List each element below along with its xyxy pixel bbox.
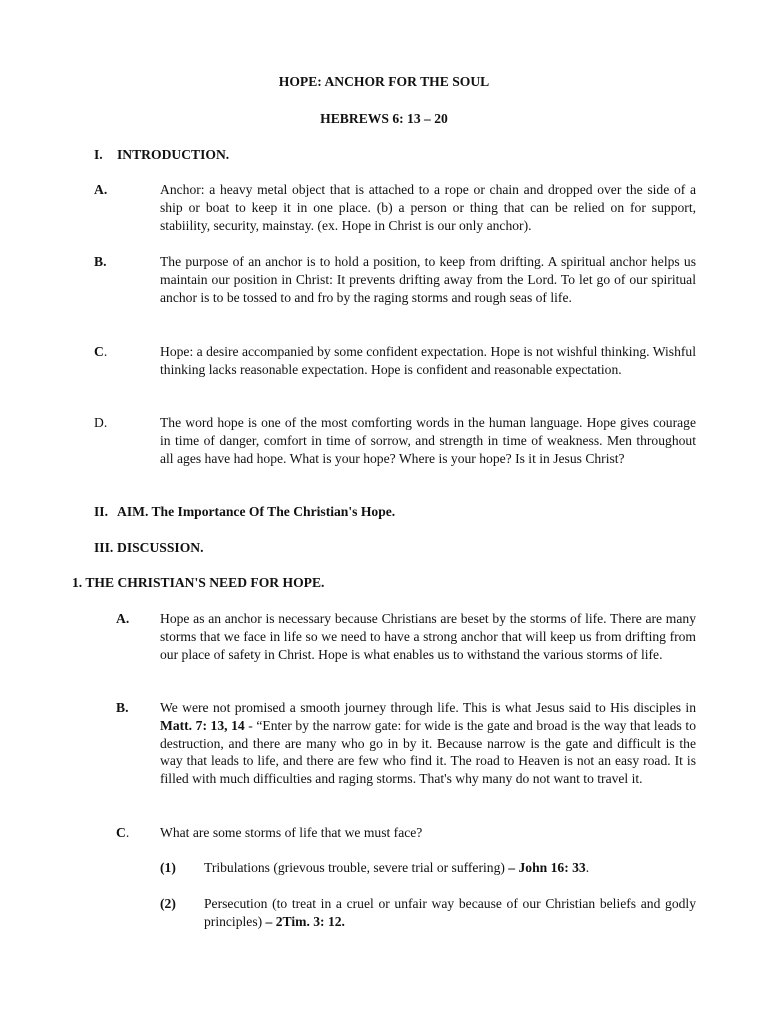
intro-b-paragraph: The purpose of an anchor is to hold a position, to keep from drifting. A spiritual anchor helps us maintain our position in Christ: It prevents drifting away from the Lord. To let go of our spiritual anchor is to be tossed to and fro by the raging storms and rough seas of life. (160, 254, 696, 305)
section-title: INTRODUCTION. (117, 147, 230, 162)
storm-1-description: Tribulations (grievous trouble, severe trial or suffering) (204, 860, 509, 875)
intro-c-dot: . (103, 344, 108, 359)
scripture-reference: Matt. 7: 13, 14 (160, 717, 245, 733)
need-a-paragraph: Hope as an anchor is necessary because Christians are beset by the storms of life. There are many storms that we face in life so we need to have a strong anchor that will keep us from drifting from our place of safety in Christ. Hope is what enables us to withstand the various storms of life. (160, 611, 696, 662)
section-title: DISCUSSION. (117, 540, 204, 555)
scripture-reference: – 2Tim. 3: 12. (265, 913, 345, 929)
intro-a-label: A. (94, 182, 108, 197)
need-b-text-before: We were not promised a smooth journey through life. This is what Jesus said to His disciples in (160, 700, 696, 715)
point-heading-need-for-hope: 1. THE CHRISTIAN'S NEED FOR HOPE. (72, 575, 325, 590)
section-number: II. (94, 504, 108, 519)
need-c-letter: C (116, 825, 126, 840)
need-c-label (116, 824, 129, 842)
scripture-reference: – John 16: 33 (508, 860, 586, 875)
section-heading-discussion (94, 539, 204, 557)
intro-b-label: B. (94, 254, 107, 269)
section-heading-aim (94, 503, 395, 521)
need-b-label: B. (116, 700, 129, 715)
need-b-paragraph (160, 699, 696, 788)
intro-a-paragraph: Anchor: a heavy metal object that is attached to a rope or chain and dropped over the side of a ship or boat to keep it in one place. (b) a person or thing that can be relied on for support, stabiility, security, mainstay. (ex. Hope in Christ is our only anchor). (160, 182, 696, 233)
storm-1-label: (1) (160, 860, 176, 875)
section-number: III. (94, 540, 114, 555)
intro-d-paragraph: The word hope is one of the most comforting words in the human language. Hope gives courage in time of danger, comfort in time of sorrow, and strength in time of weakness. Men throughout all ages have had hope. What is your hope? Where is your hope? Is it in Jesus Christ? (160, 415, 696, 466)
storm-1-tail: . (585, 860, 590, 875)
section-number: I. (94, 147, 103, 162)
need-c-dot: . (125, 825, 130, 840)
intro-c-letter: C (94, 344, 104, 359)
need-c-paragraph: What are some storms of life that we must face? (160, 825, 423, 840)
section-title: AIM. The Importance Of The Christian's Hope. (117, 504, 396, 519)
intro-c-paragraph: Hope: a desire accompanied by some confident expectation. Hope is not wishful thinking. Wishful thinking lacks reasonable expectation. Hope is confident and reasonable expectation. (160, 344, 696, 377)
intro-d-label: D. (94, 415, 108, 430)
page-subtitle: HEBREWS 6: 13 – 20 (320, 111, 448, 126)
storm-2-label: (2) (160, 896, 176, 911)
intro-c-label (94, 343, 107, 361)
section-heading-introduction (94, 146, 229, 164)
storm-2-text (204, 895, 696, 931)
storm-1-text (204, 859, 696, 877)
need-a-label: A. (116, 611, 130, 626)
page-title: HOPE: ANCHOR FOR THE SOUL (278, 74, 490, 89)
need-b-text-after: - “Enter by the narrow gate: for wide is the gate and broad is the way that leads to destruction, and there are many who go in by it. Because narrow is the gate and difficult is the way that leads to life, and there are few who find it. The road to Heaven is not an easy road. It is filled with much difficulties and raging storms. That's why many do not want to travel it. (160, 717, 696, 787)
storm-2-description: Persecution (to treat in a cruel or unfair way because of our Christian beliefs and godly principles) (204, 896, 696, 929)
